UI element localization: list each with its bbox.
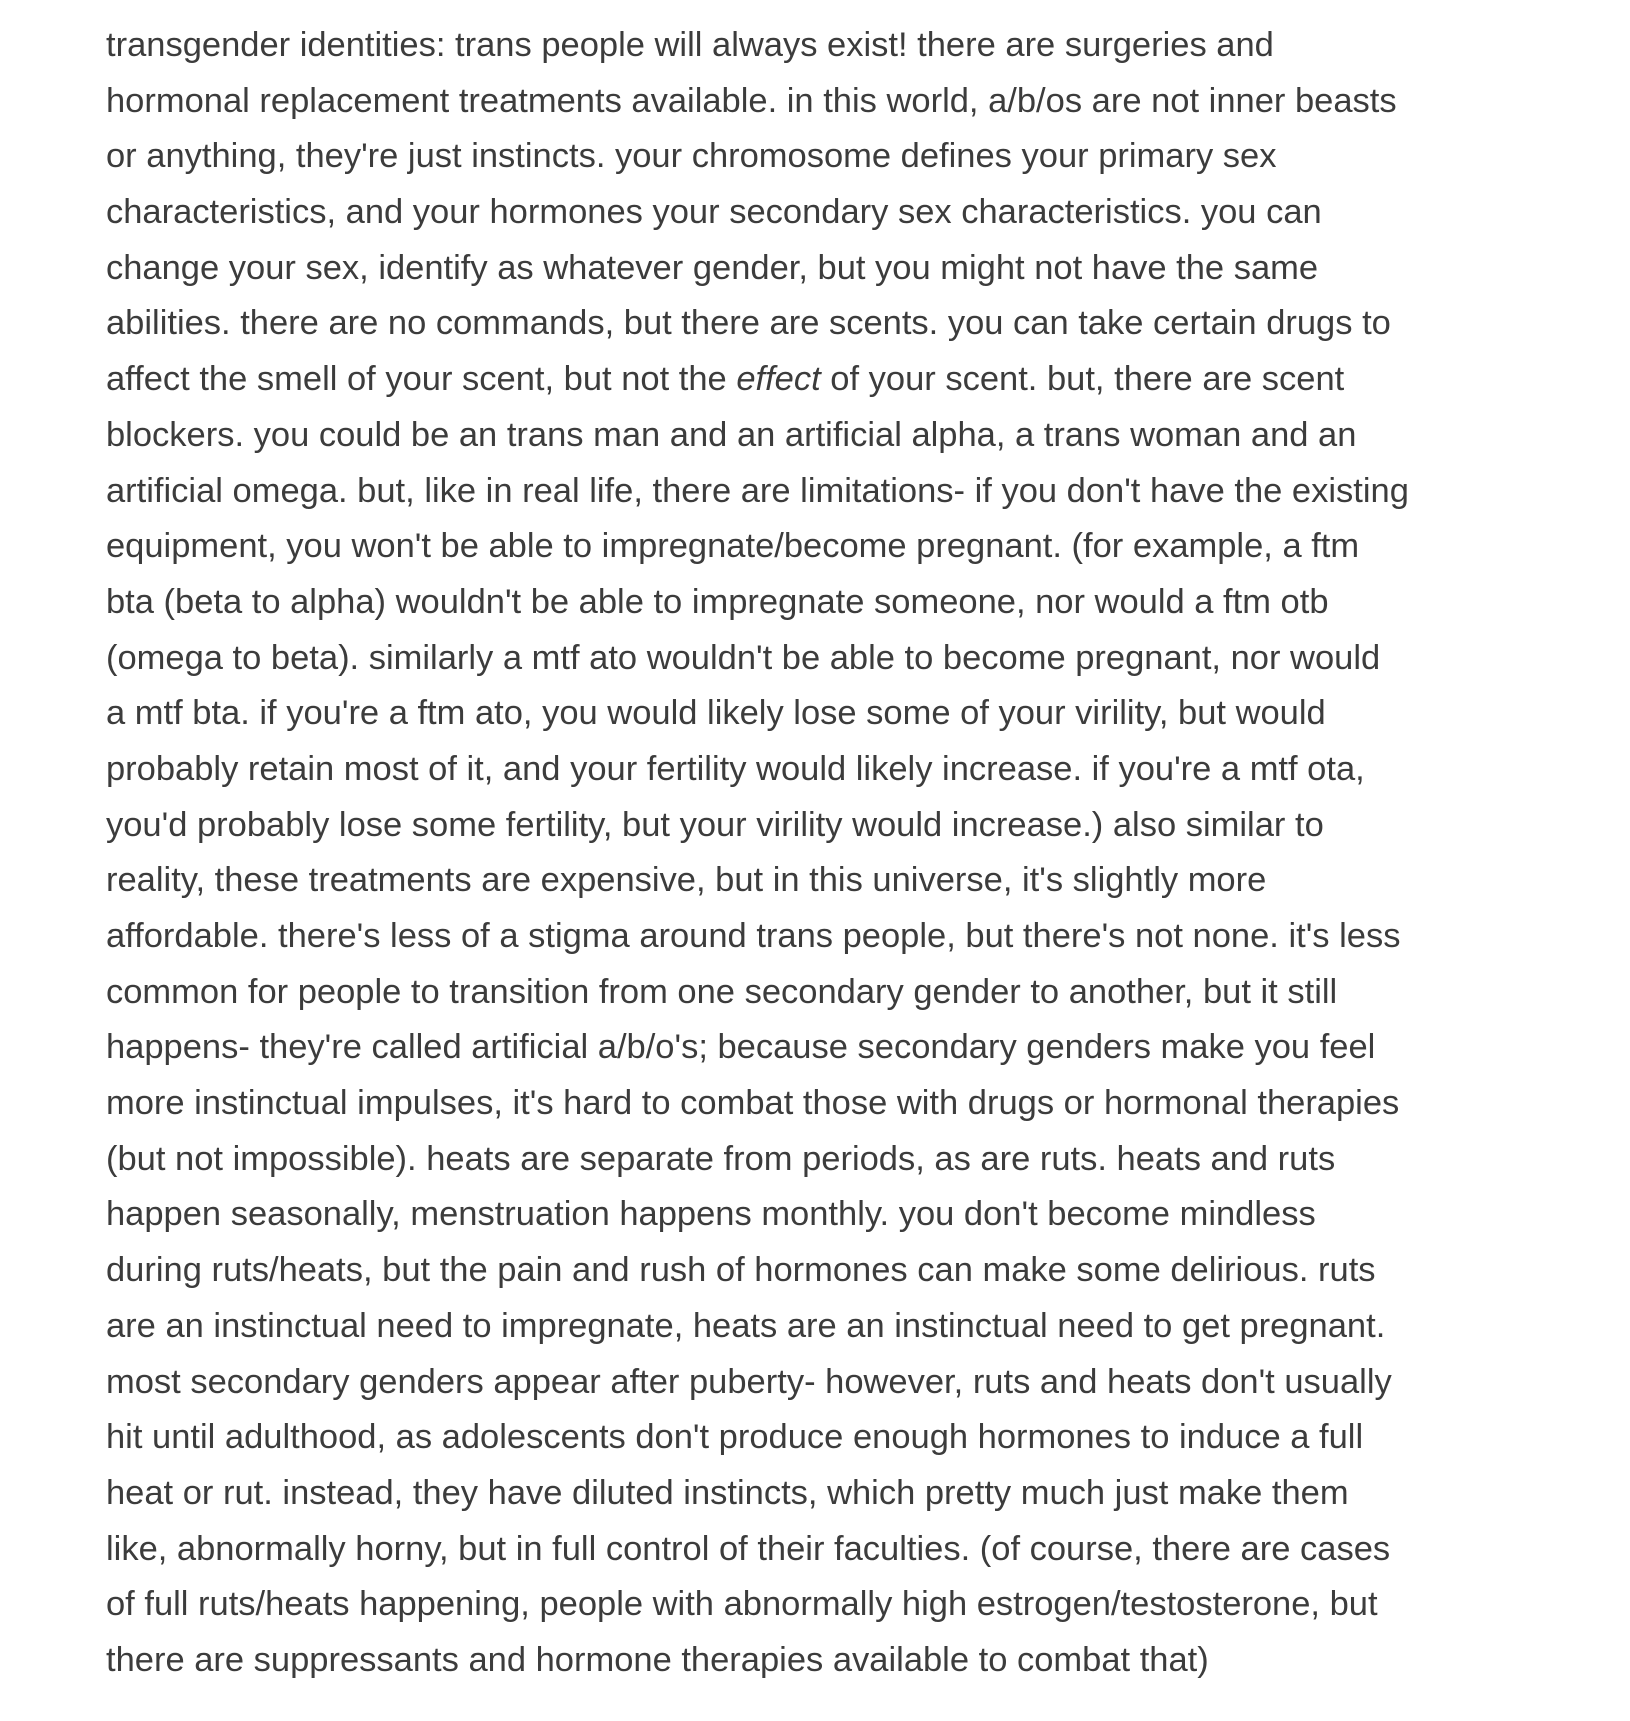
note-line (106, 1243, 1526, 1299)
note-line-text: a mtf bta. if you're a ftm ato, you would likely lose some of your virility, but would (106, 694, 1326, 733)
note-line (106, 965, 1526, 1021)
note-line-text: (omega to beta). similarly a mtf ato wouldn't be able to become pregnant, nor would (106, 638, 1381, 677)
note-line-text: change your sex, identify as whatever gender, but you might not have the same (106, 248, 1319, 287)
note-line-text: reality, these treatments are expensive, but in this universe, it's slightly more (106, 861, 1267, 900)
note-body-text (106, 18, 1526, 1689)
note-line-text: affect the smell of your scent, but not the (106, 360, 737, 399)
note-line (106, 631, 1526, 687)
note-line (106, 686, 1526, 742)
note-line-text: are an instinctual need to impregnate, heats are an instinctual need to get pregnant. (106, 1306, 1386, 1345)
note-line-emphasis: effect (736, 360, 821, 399)
note-line-text: heat or rut. instead, they have diluted instincts, which pretty much just make them (106, 1473, 1349, 1512)
note-line-text: abilities. there are no commands, but there are scents. you can take certain drugs to (106, 304, 1391, 343)
note-line-text: bta (beta to alpha) wouldn't be able to impregnate someone, nor would a ftm otb (106, 582, 1329, 621)
note-line (106, 408, 1526, 464)
note-line (106, 1522, 1526, 1578)
note-line (106, 575, 1526, 631)
note-line-text: happens- they're called artificial a/b/o's; because secondary genders make you feel (106, 1028, 1376, 1067)
note-line-text: of full ruts/heats happening, people with abnormally high estrogen/testosterone, but (106, 1585, 1378, 1624)
note-line (106, 1355, 1526, 1411)
note-line-text: affordable. there's less of a stigma around trans people, but there's not none. it's less (106, 917, 1401, 955)
note-line-text: of your scent. but, there are scent (820, 360, 1345, 399)
note-line-text: artificial omega. but, like in real life, there are limitations- if you don't have the existing (106, 471, 1409, 510)
note-line-text: transgender identities: trans people will always exist! there are surgeries and (106, 26, 1274, 64)
note-line (106, 742, 1526, 798)
note-line-text: you'd probably lose some fertility, but your virility would increase.) also similar to (106, 805, 1324, 844)
note-line-text: hormonal replacement treatments available. in this world, a/b/os are not inner beasts (106, 81, 1397, 120)
note-line (106, 1020, 1526, 1076)
note-line-text: there are suppressants and hormone therapies available to combat that) (106, 1640, 1209, 1679)
note-line (106, 853, 1526, 909)
note-line (106, 241, 1526, 297)
note-line-text: most secondary genders appear after puberty- however, ruts and heats don't usually (106, 1362, 1392, 1401)
note-line (106, 1410, 1526, 1466)
note-line (106, 352, 1526, 408)
note-line (106, 18, 1526, 74)
note-line-text: more instinctual impulses, it's hard to combat those with drugs or hormonal therapies (106, 1084, 1400, 1123)
note-line (106, 464, 1526, 520)
note-line-text: characteristics, and your hormones your secondary sex characteristics. you can (106, 193, 1322, 232)
note-line (106, 129, 1526, 185)
note-line-text: hit until adulthood, as adolescents don't produce enough hormones to induce a full (106, 1418, 1364, 1457)
note-line (106, 1466, 1526, 1522)
note-line (106, 1299, 1526, 1355)
note-line-text: (but not impossible). heats are separate from periods, as are ruts. heats and ruts (106, 1139, 1336, 1178)
note-line (106, 1633, 1526, 1689)
note-line (106, 74, 1526, 130)
note-line-text: like, abnormally horny, but in full control of their faculties. (of course, there are cases (106, 1529, 1391, 1568)
note-line (106, 1076, 1526, 1132)
note-line (106, 519, 1526, 575)
note-line-text: equipment, you won't be able to impregnate/become pregnant. (for example, a ftm (106, 527, 1360, 566)
note-line-text: blockers. you could be an trans man and an artificial alpha, a trans woman and an (106, 415, 1357, 454)
note-line-text: or anything, they're just instincts. your chromosome defines your primary sex (106, 137, 1277, 176)
note-line (106, 909, 1526, 965)
note-line-text: probably retain most of it, and your fertility would likely increase. if you're a mtf ota, (106, 749, 1365, 788)
note-line-text: happen seasonally, menstruation happens monthly. you don't become mindless (106, 1195, 1316, 1234)
note-line (106, 1187, 1526, 1243)
note-line (106, 185, 1526, 241)
note-line-text: common for people to transition from one secondary gender to another, but it still (106, 972, 1338, 1011)
note-line (106, 1577, 1526, 1633)
note-line-text: during ruts/heats, but the pain and rush of hormones can make some delirious. ruts (106, 1251, 1376, 1290)
note-line (106, 1132, 1526, 1188)
note-line (106, 296, 1526, 352)
note-line (106, 798, 1526, 854)
